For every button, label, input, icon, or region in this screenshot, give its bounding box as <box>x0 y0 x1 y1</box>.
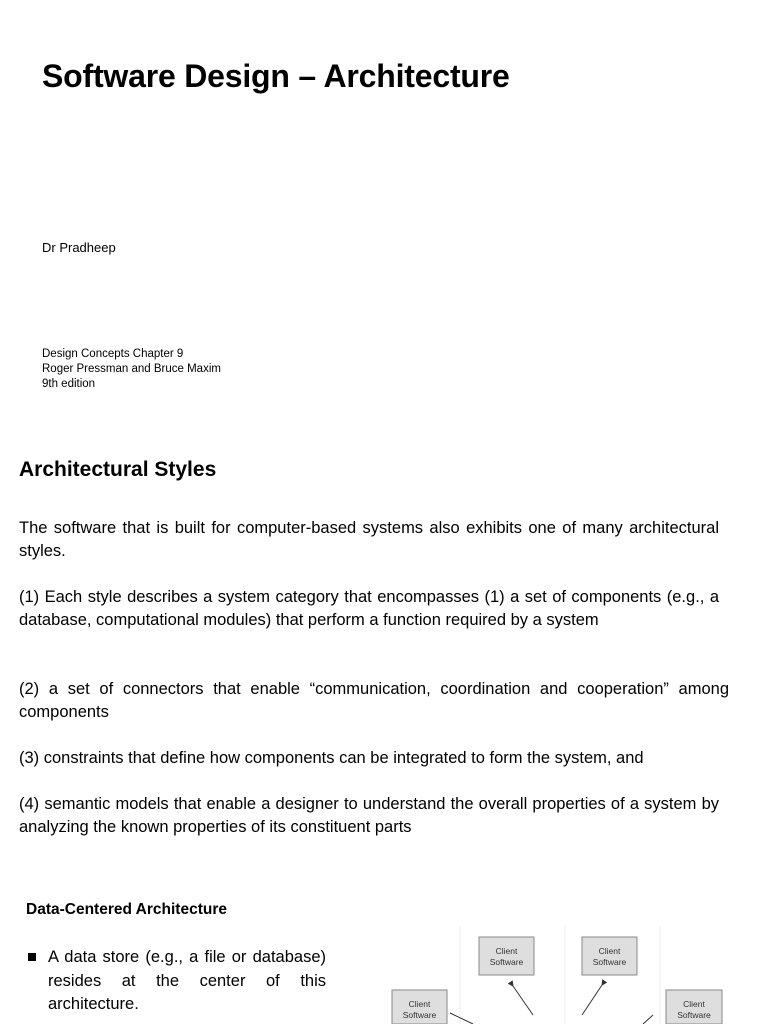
svg-text:Software: Software <box>402 1010 437 1020</box>
connector-arrow <box>450 1013 473 1024</box>
reference-block <box>42 347 221 392</box>
section-heading-architectural-styles: Architectural Styles <box>19 458 217 481</box>
paragraph: (3) constraints that define how components can be integrated to form the system, and <box>19 749 644 767</box>
bullet-square-icon <box>28 953 36 961</box>
connector-arrow <box>643 1015 653 1024</box>
paragraph: (1) Each style describes a system category that encompasses (1) a set of components (e.g., a database, computational modules) that perform a function required by a system <box>19 588 719 629</box>
client-software-box <box>392 990 447 1024</box>
reference-line: 9th edition <box>42 378 96 390</box>
svg-text:Client: Client <box>495 946 518 956</box>
svg-text:Client: Client <box>683 999 705 1009</box>
data-centered-diagram <box>385 925 768 1024</box>
client-software-box <box>582 937 637 975</box>
author-name: Dr Pradheep <box>42 240 116 255</box>
connector-arrow <box>513 986 533 1015</box>
section-heading-data-centered: Data-Centered Architecture <box>26 901 227 918</box>
svg-text:Software: Software <box>489 957 524 967</box>
client-software-box <box>666 990 722 1024</box>
reference-line: Roger Pressman and Bruce Maxim <box>42 363 221 375</box>
bullet-item <box>28 946 328 1017</box>
client-software-box <box>479 937 534 975</box>
reference-line: Design Concepts Chapter 9 <box>42 348 184 360</box>
slide-title: Software Design – Architecture <box>42 58 510 94</box>
bullet-text: A data store (e.g., a file or database) resides at the center of this architecture. <box>48 948 326 1013</box>
paragraph: (2) a set of connectors that enable “communication, coordination and cooperation” among components <box>19 680 729 721</box>
svg-text:Software: Software <box>592 957 627 967</box>
svg-text:Client: Client <box>598 946 621 956</box>
svg-text:Client: Client <box>408 999 431 1009</box>
connector-arrow <box>582 985 602 1015</box>
paragraph: The software that is built for computer-based systems also exhibits one of many architectural styles. <box>19 519 719 560</box>
svg-text:Software: Software <box>677 1010 711 1020</box>
paragraph: (4) semantic models that enable a designer to understand the overall properties of a system by analyzing the known properties of its constituent parts <box>19 795 719 836</box>
